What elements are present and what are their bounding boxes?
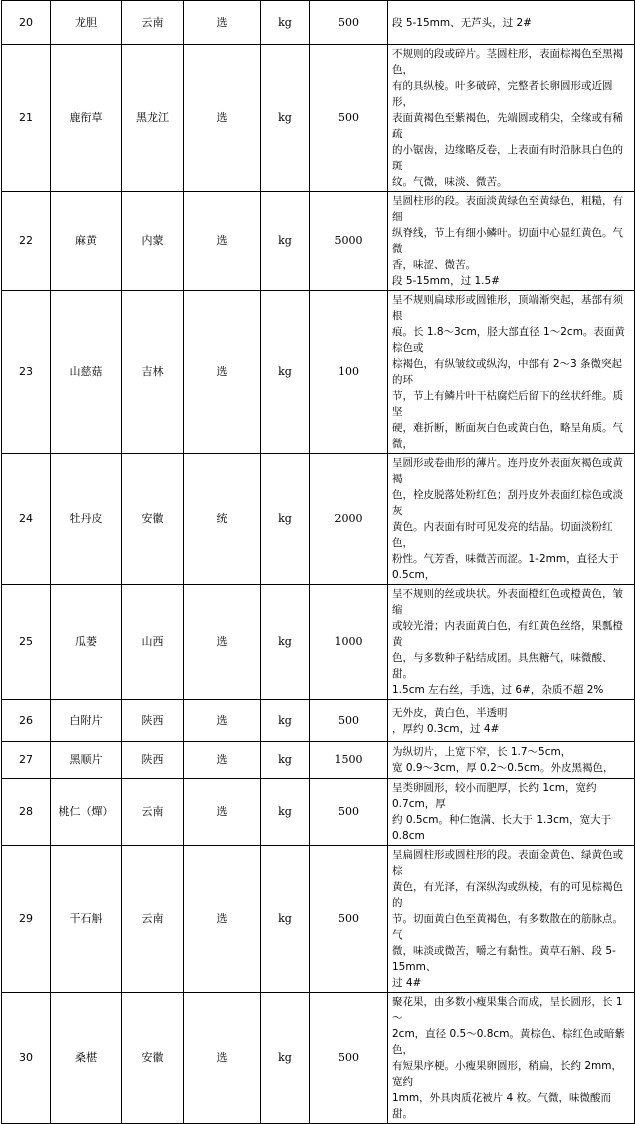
table-row [2,454,635,585]
specification: 聚花果，由多数小瘦果集合而成，呈长圆形，长 1～ 2cm，直径 0.5～0.8cm。黄棕色、棕红色或暗紫色， 有短果序梗。小瘦果卵圆形，稍扁，长约 2mm，宽约 1mm，外具肉质花被片 4 枚。气微，味微酸而甜。 [392,996,625,1120]
herb-name-cell [51,192,122,291]
grade-cell [184,993,261,1124]
table-row [2,192,635,291]
origin-region: 陕西 [141,713,164,727]
specification-cell [388,993,635,1124]
specification-cell [388,779,635,846]
row-number: 22 [19,234,33,247]
quantity: 1500 [334,753,363,766]
row-number: 23 [19,365,33,378]
row-number: 24 [19,512,33,525]
herb-name-cell [51,454,122,585]
specification: 不规则的段或碎片。茎圆柱形，表面棕褐色至黑褐色， 有的具纵棱。叶多破碎，完整者长卵圆形或近圆形， 表面黄褐色至紫褐色，先端圆或稍尖，全缘或有稀疏 的小锯齿，边缘略反卷，上表面有时沿脉具白色的斑 纹。气微，味淡、微苦。 [392,48,623,188]
origin-region-cell [122,993,184,1124]
row-number: 30 [19,1051,33,1064]
quantity-cell [310,192,388,291]
row-number-cell [2,993,51,1124]
row-number: 27 [19,753,33,766]
quantity-cell [310,45,388,192]
quantity-cell [310,454,388,585]
origin-region: 云南 [141,805,164,818]
unit-cell [261,454,310,585]
origin-region-cell [122,1,184,45]
herb-name-cell [51,700,122,742]
unit: kg [278,234,292,247]
row-number-cell [2,454,51,585]
specification-cell [388,585,635,700]
table-row [2,846,635,993]
herb-name-cell [51,779,122,846]
origin-region: 安徽 [141,1051,164,1064]
herb-name: 黑顺片 [69,753,103,766]
quantity: 500 [338,1051,359,1064]
specification: 为纵切片，上宽下窄，长 1.7～5cm， 宽 0.9～3cm，厚 0.2～0.5cm。外皮黑褐色， [392,746,614,774]
herb-name-cell [51,846,122,993]
unit: kg [278,713,292,727]
grade: 选 [216,912,228,925]
herb-name-cell [51,291,122,454]
herb-name: 桃仁（燀） [58,805,114,818]
row-number-cell [2,1,51,45]
unit-cell [261,585,310,700]
table-body [2,1,635,1124]
origin-region: 吉林 [141,365,164,378]
grade-cell [184,192,261,291]
specification: 呈不规则扁球形或圆锥形，顶端渐突起，基部有须根 痕。长 1.8～3cm，胫大部直径 1～2cm。表面黄棕色或 棕褐色，有纵皱纹或纵沟，中部有 2～3 条微突起的环 节，节上有鳞片叶干枯腐烂后留下的丝状纤维。质坚 硬，难折断，断面灰白色或黄白色，略呈角质。气微， [392,294,625,450]
unit-cell [261,993,310,1124]
grade-cell [184,45,261,192]
herb-name-cell [51,742,122,779]
quantity: 100 [338,365,359,378]
unit: kg [278,512,292,525]
unit: kg [278,753,292,766]
quantity-cell [310,779,388,846]
origin-region-cell [122,846,184,993]
herb-name-cell [51,1,122,45]
unit: kg [278,912,292,925]
specification: 呈圆柱形的段。表面淡黄绿色至黄绿色，粗糙，有细 纵脊线，节上有细小鳞叶。切面中心显红黄色。气微 香，味涩、微苦。 段 5-15mm，过 1.5# [392,195,623,287]
table-row [2,1,635,45]
grade: 选 [216,1051,228,1064]
row-number-cell [2,700,51,742]
origin-region-cell [122,779,184,846]
row-number-cell [2,742,51,779]
herb-name-cell [51,45,122,192]
row-number: 28 [19,805,33,818]
origin-region: 内蒙 [141,234,164,247]
unit: kg [278,365,292,378]
quantity: 500 [338,15,359,29]
specification-cell [388,454,635,585]
unit-cell [261,779,310,846]
quantity: 2000 [334,512,363,525]
row-number-cell [2,291,51,454]
row-number-cell [2,192,51,291]
unit-cell [261,291,310,454]
grade: 选 [216,15,228,29]
grade-cell [184,700,261,742]
quantity: 1000 [334,635,363,648]
unit-cell [261,1,310,45]
grade-cell [184,454,261,585]
table-row [2,700,635,742]
table-row [2,742,635,779]
herb-name: 桑椹 [75,1051,97,1064]
origin-region-cell [122,454,184,585]
origin-region: 安徽 [141,512,164,525]
unit: kg [278,15,292,29]
origin-region: 云南 [141,912,164,925]
quantity-cell [310,846,388,993]
origin-region-cell [122,585,184,700]
origin-region-cell [122,700,184,742]
row-number: 26 [19,713,33,727]
specification-cell [388,1,635,45]
herb-name: 山慈菇 [69,365,103,378]
grade-cell [184,1,261,45]
unit-cell [261,846,310,993]
specification-cell [388,45,635,192]
unit: kg [278,805,292,818]
herb-name: 鹿衔草 [69,111,103,124]
specification: 呈类卵圆形，较小而肥厚，长约 1cm，宽约 0.7cm，厚 约 0.5cm。种仁饱满、长大于 1.3cm，宽大于 0.8cm [392,782,612,842]
unit: kg [278,635,292,648]
row-number-cell [2,585,51,700]
specification: 呈不规则的丝或块状。外表面橙红色或橙黄色，皱缩 或较光滑；内表面黄白色，有红黄色丝络，果瓢橙黄 色，与多数种子粘结成团。具焦糖气，味微酸、甜。 1.5cm 左右丝，手选，过 6#，杂质不超 2% [392,588,623,696]
quantity: 5000 [334,234,363,247]
origin-region: 云南 [141,15,164,29]
quantity: 500 [338,713,359,727]
grade: 选 [216,753,228,766]
specification-cell [388,700,635,742]
quantity: 500 [338,111,359,124]
row-number: 20 [19,15,33,29]
specification-cell [388,192,635,291]
grade: 统 [216,512,228,525]
quantity-cell [310,742,388,779]
unit-cell [261,192,310,291]
specification-cell [388,742,635,779]
row-number: 21 [19,111,33,124]
origin-region-cell [122,192,184,291]
grade-cell [184,291,261,454]
origin-region-cell [122,291,184,454]
origin-region: 陕西 [141,753,164,766]
grade: 选 [216,713,228,727]
grade: 选 [216,234,228,247]
unit-cell [261,742,310,779]
specification: 段 5-15mm、无芦头，过 2# [392,16,532,29]
quantity-cell [310,1,388,45]
row-number-cell [2,846,51,993]
table-row [2,45,635,192]
table-row [2,993,635,1124]
grade-cell [184,585,261,700]
quantity: 500 [338,805,359,818]
unit: kg [278,1051,292,1064]
row-number: 29 [19,912,33,925]
herb-name-cell [51,585,122,700]
specification: 无外皮，黄白色，半透明 ，厚约 0.3cm，过 4# [392,706,508,735]
quantity: 500 [338,912,359,925]
origin-region-cell [122,742,184,779]
origin-region: 山西 [141,635,164,648]
grade: 选 [216,805,228,818]
row-number-cell [2,45,51,192]
grade-cell [184,779,261,846]
table-row [2,291,635,454]
row-number-cell [2,779,51,846]
herb-name: 麻黄 [75,234,97,247]
origin-region: 黑龙江 [136,111,169,124]
herb-name: 龙胆 [75,15,97,29]
grade: 选 [216,111,228,124]
specification-cell [388,846,635,993]
specification-cell [388,291,635,454]
quantity-cell [310,585,388,700]
unit-cell [261,700,310,742]
table-row [2,585,635,700]
quantity-cell [310,291,388,454]
grade: 选 [216,635,228,648]
row-number: 25 [19,635,33,648]
grade-cell [184,846,261,993]
origin-region-cell [122,45,184,192]
quantity-cell [310,993,388,1124]
specification: 呈圆形或卷曲形的薄片。连丹皮外表面灰褐色或黄褐 色，栓皮脱落处粉红色；刮丹皮外表面红棕色或淡灰 黄色。内表面有时可见发亮的结晶。切面淡粉红色， 粉性。气芳香，味微苦而涩。1-2mm，直径大于 0.5cm， [392,457,623,581]
herb-name: 白附片 [69,713,103,727]
specification: 呈扁圆柱形或圆柱形的段。表面金黄色、绿黄色或棕 黄色，有光泽，有深纵沟或纵棱，有的可见棕褐色的 节。切面黄白色至黄褐色，有多数散在的筋脉点。气 微，味淡或微苦，嚼之有黏性。黄草石斛、段 5-15mm、 过 4# [392,849,623,989]
grade: 选 [216,365,228,378]
herb-name-cell [51,993,122,1124]
herb-name: 瓜蒌 [75,635,97,648]
table-row [2,779,635,846]
unit-cell [261,45,310,192]
herb-spec-table [1,0,635,1124]
quantity-cell [310,700,388,742]
herb-name: 牡丹皮 [69,512,103,525]
grade-cell [184,742,261,779]
unit: kg [278,111,292,124]
herb-name: 干石斛 [69,912,103,925]
